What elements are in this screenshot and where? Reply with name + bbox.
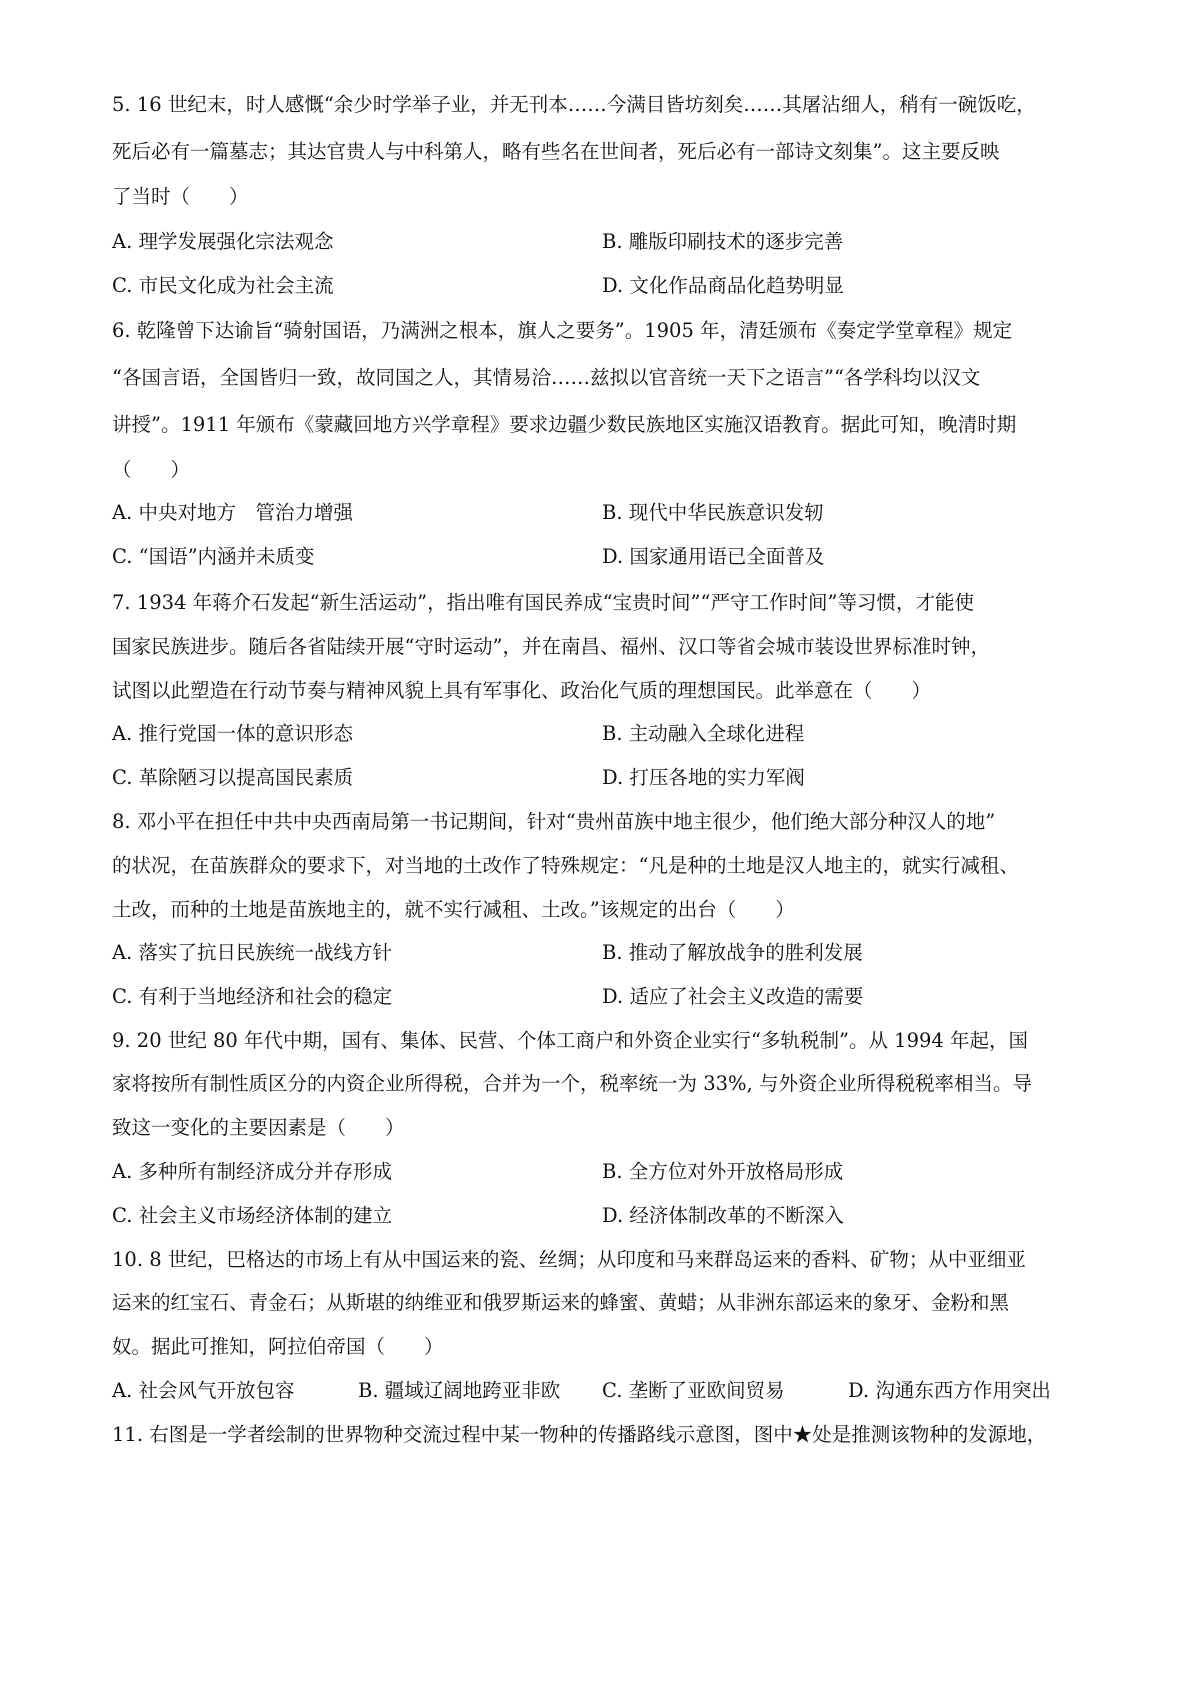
q6-line-4: （ ） bbox=[112, 458, 191, 481]
q8-line-1: 8. 邓小平在担任中共中央西南局第一书记期间，针对“贵州苗族中地主很少，他们绝大部分种汉人的地” bbox=[112, 810, 996, 833]
q8-option-b[interactable]: B. 推动了解放战争的胜利发展 bbox=[602, 941, 863, 964]
q6-line-1: 6. 乾隆曾下达谕旨“骑射国语，乃满洲之根本，旗人之要务”。1905 年，清廷颁布《奏定学堂章程》规定 bbox=[112, 319, 1013, 342]
q7-option-b[interactable]: B. 主动融入全球化进程 bbox=[602, 722, 805, 745]
q7-option-a[interactable]: A. 推行党国一体的意识形态 bbox=[112, 722, 353, 745]
q9-option-a[interactable]: A. 多种所有制经济成分并存形成 bbox=[112, 1160, 392, 1183]
q6-option-c[interactable]: C. “国语”内涵并未质变 bbox=[112, 545, 315, 568]
q6-line-2: “各国言语，全国皆归一致，故同国之人，其情易洽……兹拟以官音统一天下之语言”“各学科均以汉文 bbox=[112, 366, 981, 389]
q6-option-d[interactable]: D. 国家通用语已全面普及 bbox=[602, 545, 825, 568]
q8-option-c[interactable]: C. 有利于当地经济和社会的稳定 bbox=[112, 985, 393, 1008]
q5-option-b[interactable]: B. 雕版印刷技术的逐步完善 bbox=[602, 230, 844, 253]
q7-line-3: 试图以此塑造在行动节奏与精神风貌上具有军事化、政治化气质的理想国民。此举意在（ ） bbox=[112, 679, 932, 702]
q8-option-d[interactable]: D. 适应了社会主义改造的需要 bbox=[602, 985, 864, 1008]
q5-option-a[interactable]: A. 理学发展强化宗法观念 bbox=[112, 230, 334, 253]
q8-line-2: 的状况，在苗族群众的要求下，对当地的土改作了特殊规定：“凡是种的土地是汉人地主的，就实行减租、 bbox=[112, 854, 1019, 877]
q9-option-d[interactable]: D. 经济体制改革的不断深入 bbox=[602, 1204, 844, 1227]
q5-line-2: 死后必有一篇墓志；其达官贵人与中科第人，略有些名在世间者，死后必有一部诗文刻集”。这主要反映 bbox=[112, 140, 1000, 163]
q9-option-c[interactable]: C. 社会主义市场经济体制的建立 bbox=[112, 1204, 393, 1227]
q10-option-c[interactable]: C. 垄断了亚欧间贸易 bbox=[602, 1379, 785, 1402]
q6-option-b[interactable]: B. 现代中华民族意识发轫 bbox=[602, 501, 824, 524]
q10-option-d[interactable]: D. 沟通东西方作用突出 bbox=[848, 1379, 1051, 1402]
q5-line-1: 5. 16 世纪末，时人感慨“余少时学举子业，并无刊本……今满目皆坊刻矣……其屠沾细人，稍有一碗饭吃， bbox=[112, 93, 1036, 116]
q7-option-c[interactable]: C. 革除陋习以提高国民素质 bbox=[112, 766, 354, 789]
q7-line-2: 国家民族进步。随后各省陆续开展“守时运动”，并在南昌、福州、汉口等省会城市装设世界标准时钟， bbox=[112, 635, 990, 658]
q7-option-d[interactable]: D. 打压各地的实力军阀 bbox=[602, 766, 805, 789]
q10-option-a[interactable]: A. 社会风气开放包容 bbox=[112, 1379, 295, 1402]
q9-line-1: 9. 20 世纪 80 年代中期，国有、集体、民营、个体工商户和外资企业实行“多轨税制”。从 1994 年起，国 bbox=[112, 1029, 1028, 1052]
q6-option-a[interactable]: A. 中央对地方 管治力增强 bbox=[112, 501, 353, 524]
q10-line-2: 运来的红宝石、青金石；从斯堪的纳维亚和俄罗斯运来的蜂蜜、黄蜡；从非洲东部运来的象牙、金粉和黑 bbox=[112, 1291, 1010, 1314]
q10-line-1: 10. 8 世纪，巴格达的市场上有从中国运来的瓷、丝绸；从印度和马来群岛运来的香料、矿物；从中亚细亚 bbox=[112, 1248, 1026, 1271]
q7-line-1: 7. 1934 年蒋介石发起“新生活运动”，指出唯有国民养成“宝贵时间”“严守工作时间”等习惯，才能使 bbox=[112, 591, 974, 614]
q11-line-1: 11. 右图是一学者绘制的世界物种交流过程中某一物种的传播路线示意图，图中★处是推测该物种的发源地， bbox=[112, 1423, 1047, 1446]
q8-option-a[interactable]: A. 落实了抗日民族统一战线方针 bbox=[112, 941, 392, 964]
q9-line-2: 家将按所有制性质区分的内资企业所得税，合并为一个，税率统一为 33%, 与外资企业所得税税率相当。导 bbox=[112, 1072, 1032, 1095]
q6-line-3: 讲授”。1911 年颁布《蒙藏回地方兴学章程》要求边疆少数民族地区实施汉语教育。据此可知，晚清时期 bbox=[112, 413, 1017, 436]
q10-option-b[interactable]: B. 疆域辽阔地跨亚非欧 bbox=[358, 1379, 561, 1402]
q10-line-3: 奴。据此可推知，阿拉伯帝国（ ） bbox=[112, 1335, 444, 1358]
q5-line-3: 了当时（ ） bbox=[112, 185, 249, 208]
q5-option-c[interactable]: C. 市民文化成为社会主流 bbox=[112, 274, 334, 297]
q5-option-d[interactable]: D. 文化作品商品化趋势明显 bbox=[602, 274, 844, 297]
q9-line-3: 致这一变化的主要因素是（ ） bbox=[112, 1116, 405, 1139]
q9-option-b[interactable]: B. 全方位对外开放格局形成 bbox=[602, 1160, 844, 1183]
q8-line-3: 土改，而种的土地是苗族地主的，就不实行减租、土改。”该规定的出台（ ） bbox=[112, 898, 795, 921]
